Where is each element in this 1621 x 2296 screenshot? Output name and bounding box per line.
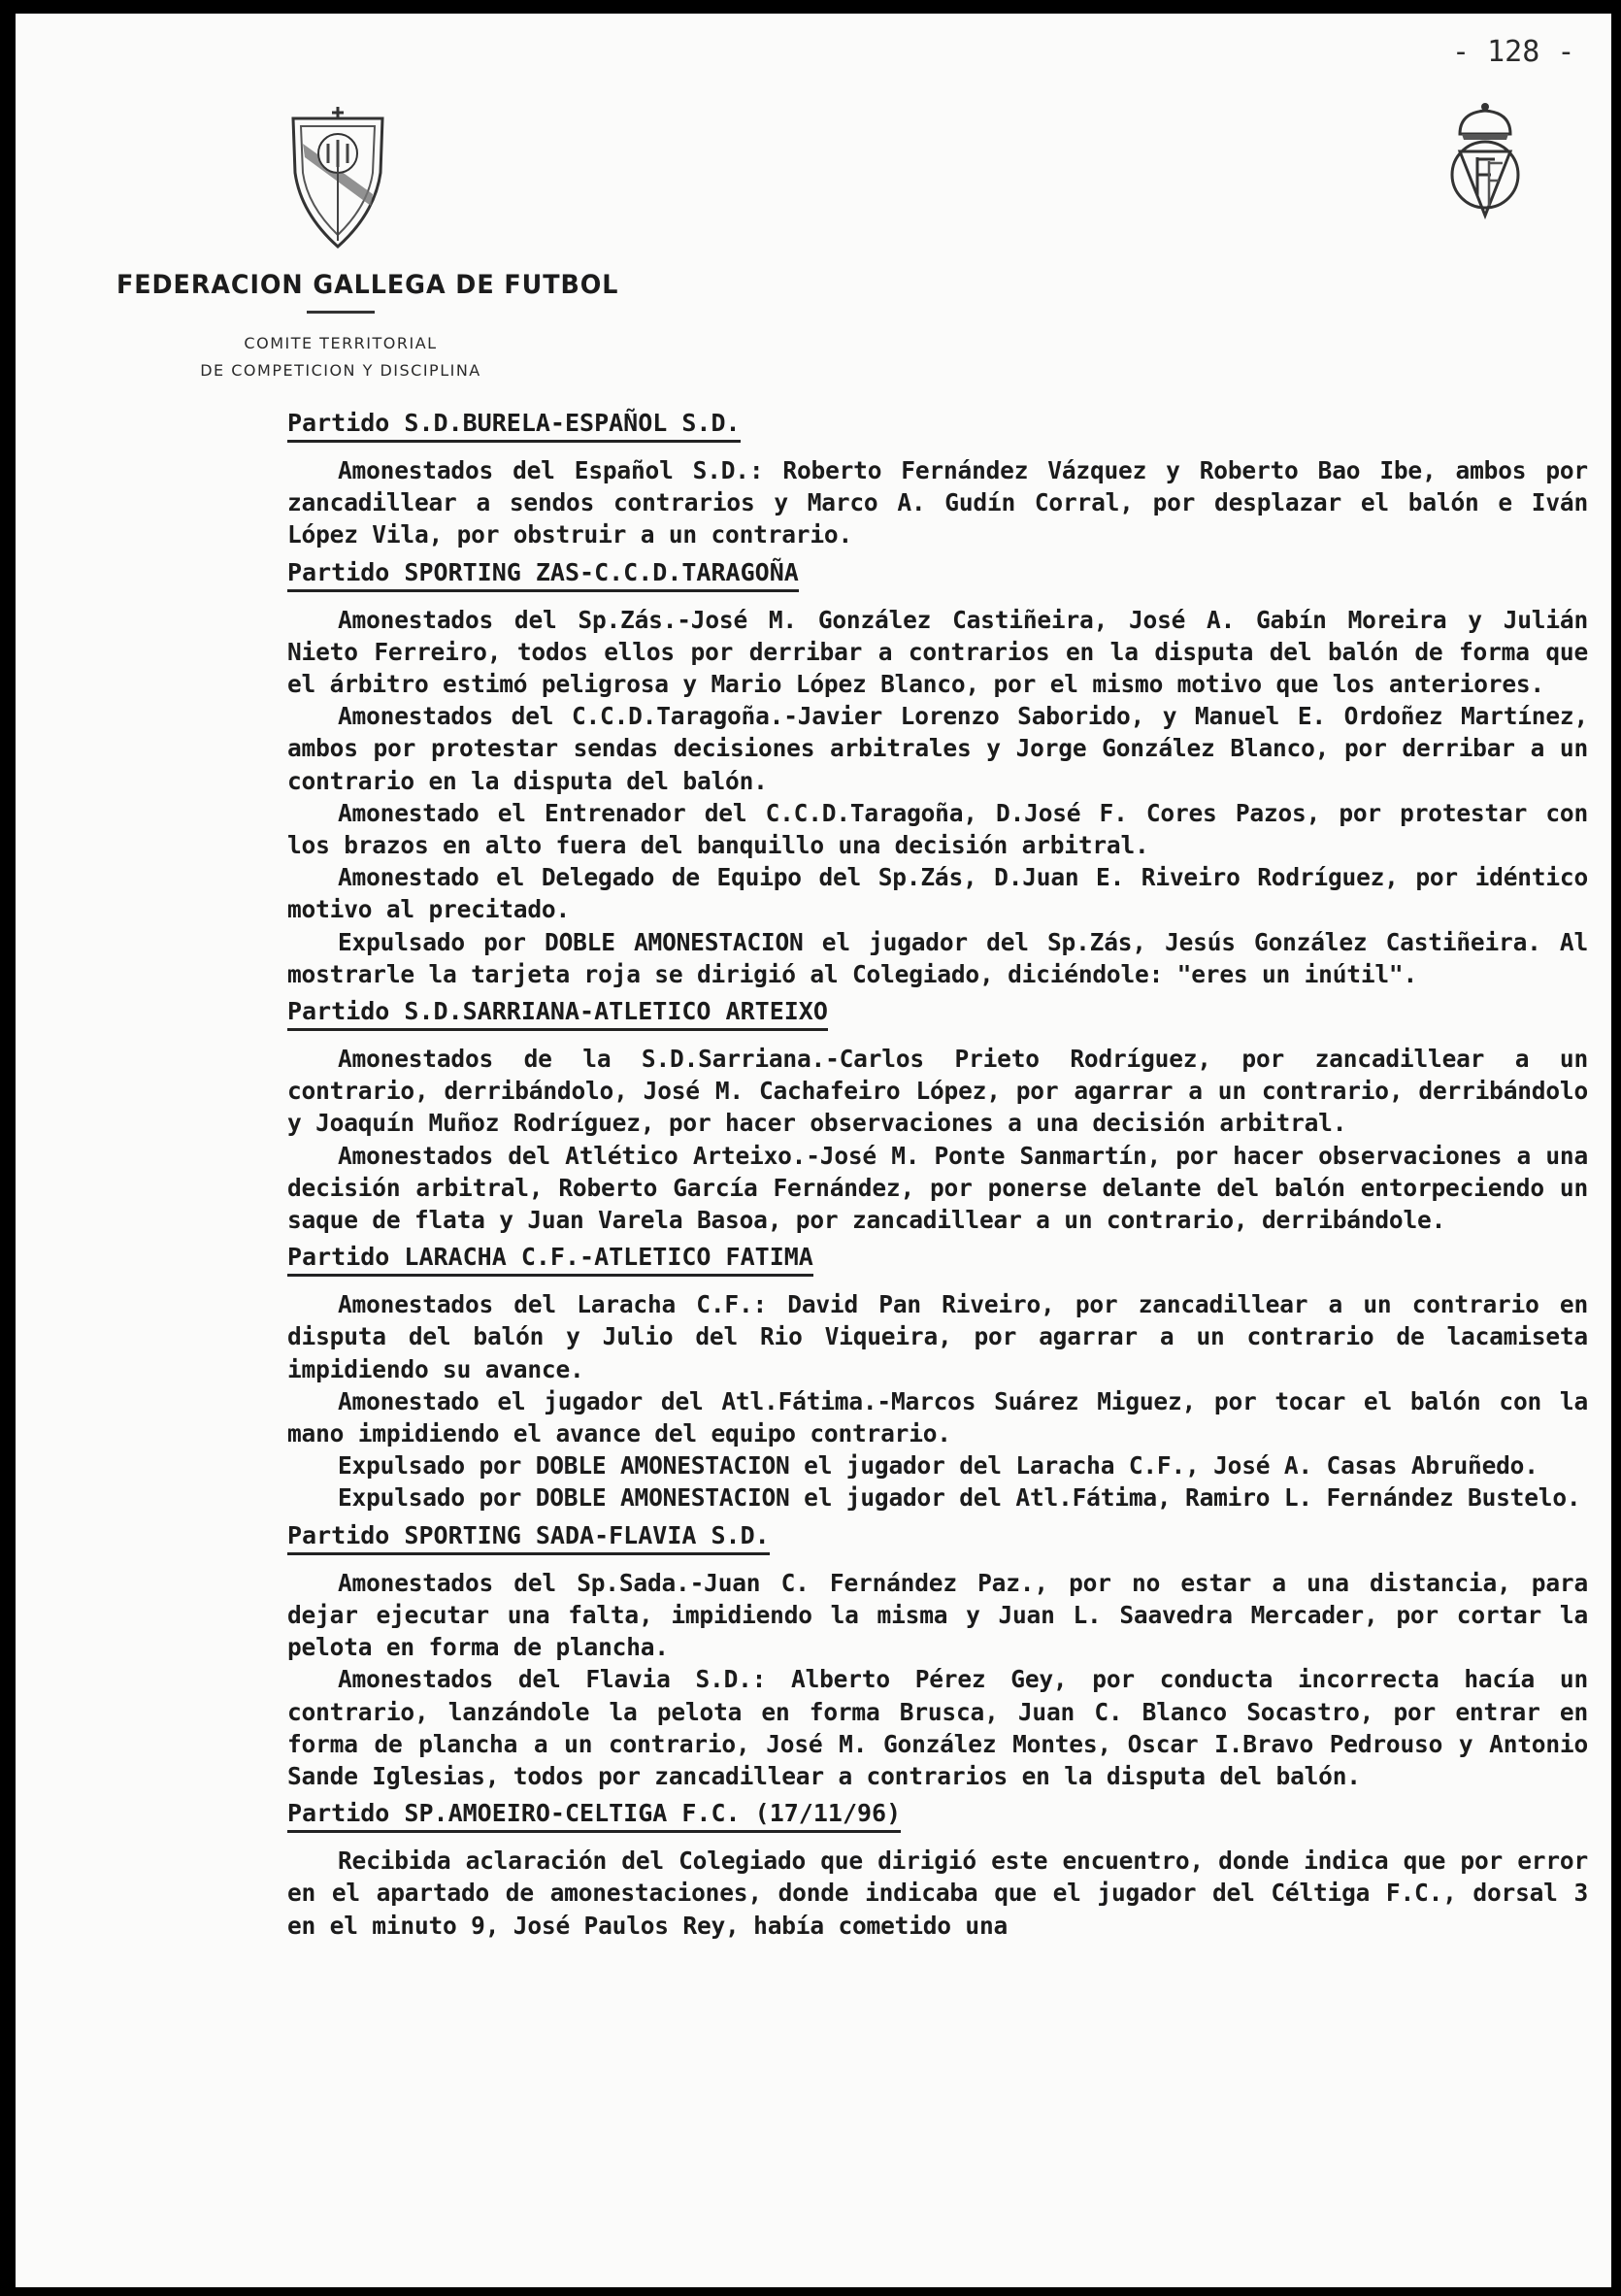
match-heading: Partido SPORTING ZAS-C.C.D.TARAGOÑA — [287, 557, 799, 592]
page-number: - 128 - — [1452, 35, 1575, 69]
match-heading: Partido SPORTING SADA-FLAVIA S.D. — [287, 1520, 770, 1555]
match-heading: Partido S.D.BURELA-ESPAÑOL S.D. — [287, 408, 741, 443]
sanction-paragraph: Amonestados del Sp.Sada.-Juan C. Fernández Paz., por no estar a una distancia, para dejar ejecutar una falta, impidiendo la misma y Juan L. Saavedra Mercader, por cortar la pelota en forma de plancha. — [287, 1568, 1588, 1662]
header-divider — [307, 311, 375, 314]
match-section — [287, 1798, 1588, 1942]
sanction-paragraph: Amonestados del Flavia S.D.: Alberto Pérez Gey, por conducta incorrecta hacía un contrario, lanzándole la pelota en forma Brusca, Juan C. Blanco Socastro, por entrar en forma de plancha a un contrario, José M. González Montes, Oscar I.Bravo Pedrouso y Antonio Sande Iglesias, todos por zancadillear a contrarios en la disputa del balón. — [287, 1665, 1588, 1790]
committee-line-1: COMITE TERRITORIAL — [244, 334, 438, 352]
match-section — [287, 408, 1588, 551]
sanction-paragraph: Expulsado por DOBLE AMONESTACION el jugador del Laracha C.F., José A. Casas Abruñedo. — [338, 1451, 1538, 1481]
match-heading: Partido LARACHA C.F.-ATLETICO FATIMA — [287, 1242, 813, 1277]
sanction-paragraph: Amonestados de la S.D.Sarriana.-Carlos Prieto Rodríguez, por zancadillear a un contrario, derribándolo, José M. Cachafeiro López, por agarrar a un contrario, derribándolo y Joaquín Muñoz Rodríguez, por hacer observaciones a una decisión arbitral. — [287, 1045, 1588, 1138]
committee-name — [16, 330, 666, 384]
sanction-paragraph: Amonestados del Atlético Arteixo.-José M. Ponte Sanmartín, por hacer observaciones a una decisión arbitral, Roberto García Fernández, por ponerse delante del balón entorpeciendo un saque de flata y Juan Varela Basoa, por zancadillear a un contrario, derribándole. — [287, 1141, 1588, 1235]
galician-federation-crest-icon — [287, 105, 388, 250]
match-heading: Partido S.D.SARRIANA-ATLETICO ARTEIXO — [287, 996, 828, 1031]
committee-line-2: DE COMPETICION Y DISCIPLINA — [200, 361, 481, 380]
sanction-paragraph: Expulsado por DOBLE AMONESTACION el jugador del Atl.Fátima, Ramiro L. Fernández Bustelo. — [338, 1483, 1581, 1513]
sanction-paragraph: Expulsado por DOBLE AMONESTACION el jugador del Sp.Zás, Jesús González Castiñeira. Al mostrarle la tarjeta roja se dirigió al Colegiado, diciéndole: "eres un inútil". — [287, 927, 1588, 988]
match-section — [287, 1242, 1588, 1514]
organization-name: FEDERACION GALLEGA DE FUTBOL — [116, 270, 619, 300]
document-body — [287, 408, 1588, 1942]
match-section — [287, 557, 1588, 990]
document-page — [16, 14, 1611, 2287]
sanction-paragraph: Amonestados del C.C.D.Taragoña.-Javier Lorenzo Saborido, y Manuel E. Ordoñez Martínez, ambos por protestar sendas decisiones arbitrales y Jorge González Blanco, por derribar a un contrario en la disputa del balón. — [287, 702, 1588, 795]
sanction-paragraph: Amonestado el Entrenador del C.C.D.Taragoña, D.José F. Cores Pazos, por protestar con los brazos en alto fuera del banquillo una decisión arbitral. — [287, 798, 1588, 860]
sanction-paragraph: Amonestados del Laracha C.F.: David Pan Riveiro, por zancadillear a un contrario en disputa del balón y Julio del Rio Viqueira, por agarrar a un contrario de lacamiseta impidiendo su avance. — [287, 1290, 1588, 1383]
match-section — [287, 1520, 1588, 1792]
sanction-paragraph: Amonestados del Español S.D.: Roberto Fernández Vázquez y Roberto Bao Ibe, ambos por zancadillear a sendos contrarios y Marco A. Gudín Corral, por desplazar el balón e Iván López Vila, por obstruir a un contrario. — [287, 456, 1588, 549]
sanction-paragraph: Amonestado el jugador del Atl.Fátima.-Marcos Suárez Miguez, por tocar el balón con la mano impidiendo el avance del equipo contrario. — [287, 1386, 1588, 1448]
sanction-paragraph: Amonestados del Sp.Zás.-José M. González Castiñeira, José A. Gabín Moreira y Julián Nieto Ferreiro, todos ellos por derribar a contrarios en la disputa del balón de forma que el árbitro estimó peligrosa y Mario López Blanco, por el mismo motivo que los anteriores. — [287, 605, 1588, 699]
sanction-paragraph: Amonestado el Delegado de Equipo del Sp.Zás, D.Juan E. Riveiro Rodríguez, por idéntico motivo al precitado. — [287, 863, 1588, 924]
spanish-federation-crest-icon — [1439, 101, 1532, 241]
sanction-paragraph: Recibida aclaración del Colegiado que dirigió este encuentro, donde indica que por error en el apartado de amonestaciones, donde indicaba que el jugador del Céltiga F.C., dorsal 3 en el minuto 9, José Paulos Rey, había cometido una — [287, 1847, 1588, 1940]
match-heading: Partido SP.AMOEIRO-CELTIGA F.C. (17/11/96) — [287, 1798, 901, 1833]
match-section — [287, 996, 1588, 1236]
